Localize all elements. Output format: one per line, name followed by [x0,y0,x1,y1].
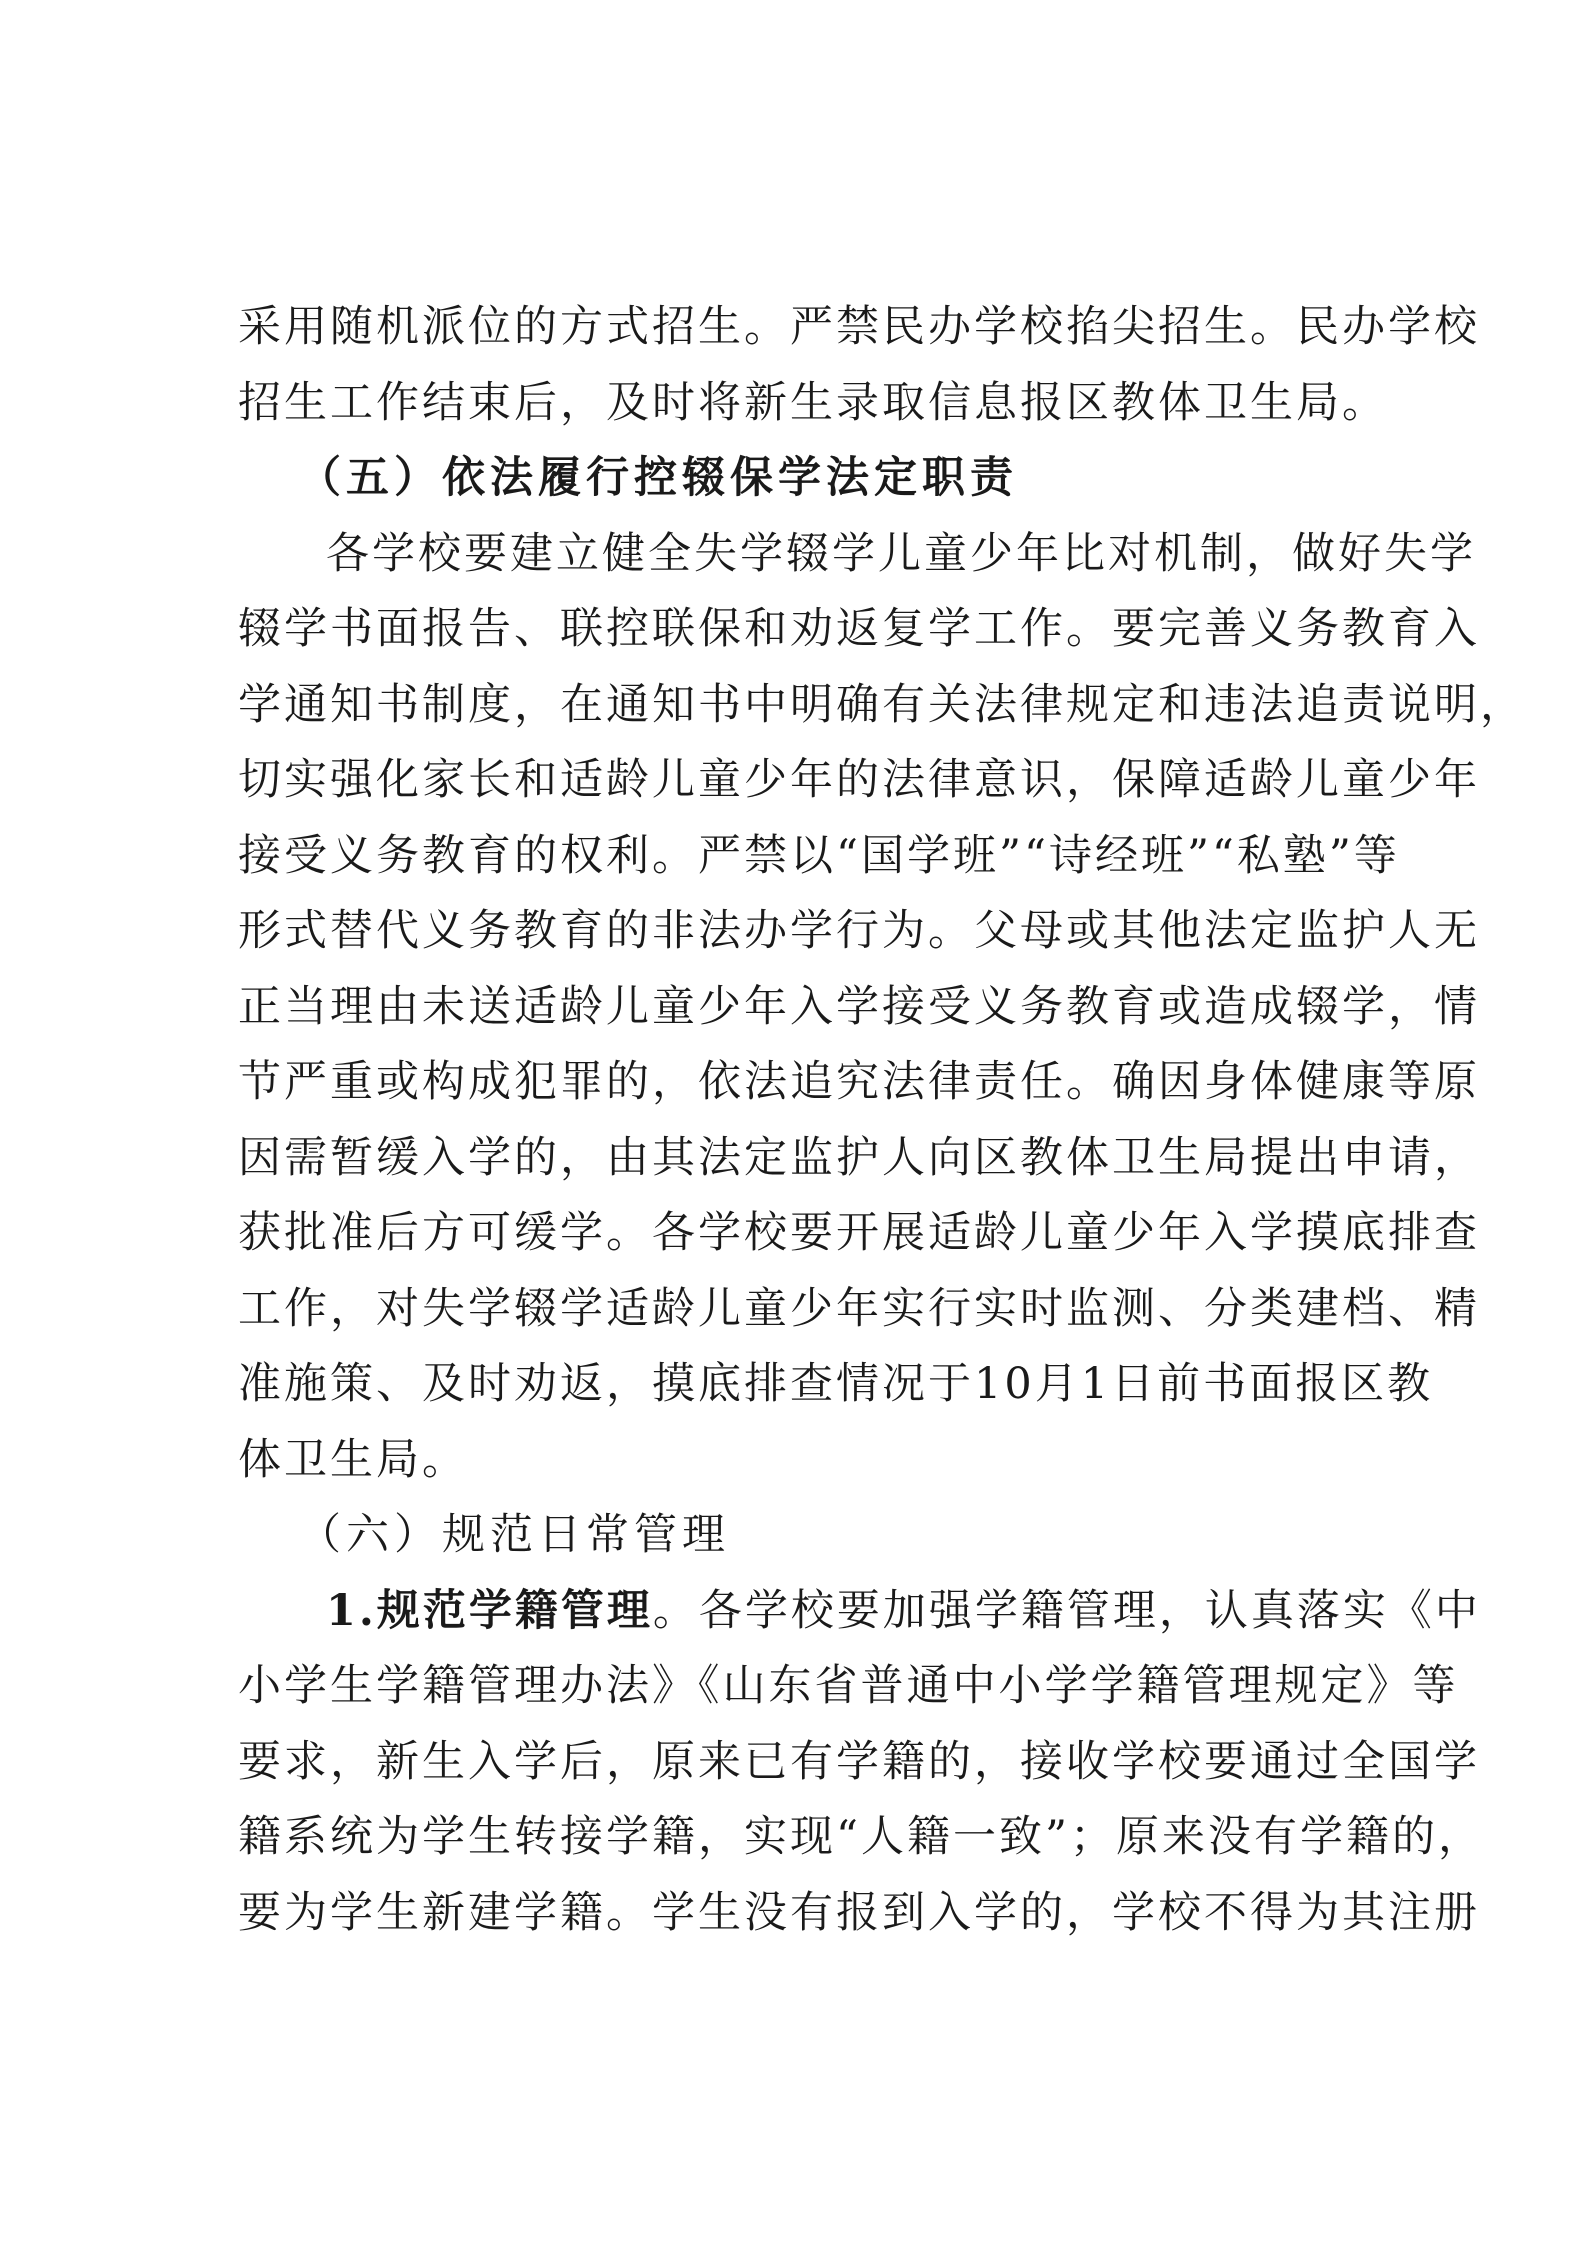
text-line: 体卫生局。 [238,1434,468,1485]
text-line: 因需暂缓入学的，由其法定监护人向区教体卫生局提出申请， [238,1132,1480,1183]
text-line: 招生工作结束后，及时将新生录取信息报区教体卫生局。 [238,377,1388,428]
text-line: 形式替代义务教育的非法办学行为。父母或其他法定监护人无 [238,906,1480,956]
document-page [238,290,1526,1951]
text-line: 工作，对失学辍学适龄儿童少年实行实时监测、分类建档、精 [238,1283,1480,1334]
text-line: 节严重或构成犯罪的，依法追究法律责任。确因身体健康等原 [238,1057,1480,1107]
text-line: 获批准后方可缓学。各学校要开展适龄儿童少年入学摸底排查 [238,1208,1480,1258]
section-heading-6: （六）规范日常管理 [298,1510,730,1560]
text-line: 接受义务教育的权利。严禁以“国学班”“诗经班”“私塾”等 [238,830,1400,881]
text-line: 采用随机派位的方式招生。严禁民办学校掐尖招生。民办学校 [238,302,1480,352]
text-line: 辍学书面报告、联控联保和劝返复学工作。要完善义务教育入 [238,604,1480,654]
text-line: 要求，新生入学后，原来已有学籍的，接收学校要通过全国学 [238,1736,1480,1787]
text-line: 小学生学籍管理办法》《山东省普通中小学学籍管理规定》等 [238,1661,1459,1711]
text-line-with-lead [238,1574,1481,1650]
lead-bold-phrase: 1.规范学籍管理 [326,1585,653,1636]
text-line: 学通知书制度，在通知书中明确有关法律规定和违法追责说明， [238,679,1526,730]
text-line: 籍系统为学生转接学籍，实现“人籍一致”；原来没有学籍的， [238,1812,1484,1862]
text-line: 准施策、及时劝返，摸底排查情况于10月1日前书面报区教 [238,1359,1434,1409]
line-rest: 。各学校要加强学籍管理，认真落实《中 [652,1585,1481,1636]
section-heading-5: （五）依法履行控辍保学法定职责 [298,453,1018,503]
text-line: 切实强化家长和适龄儿童少年的法律意识，保障适龄儿童少年 [238,755,1480,805]
text-line: 各学校要建立健全失学辍学儿童少年比对机制，做好失学 [326,528,1476,579]
text-line: 要为学生新建学籍。学生没有报到入学的，学校不得为其注册 [238,1887,1480,1938]
text-line: 正当理由未送适龄儿童少年入学接受义务教育或造成辍学，情 [238,981,1480,1032]
